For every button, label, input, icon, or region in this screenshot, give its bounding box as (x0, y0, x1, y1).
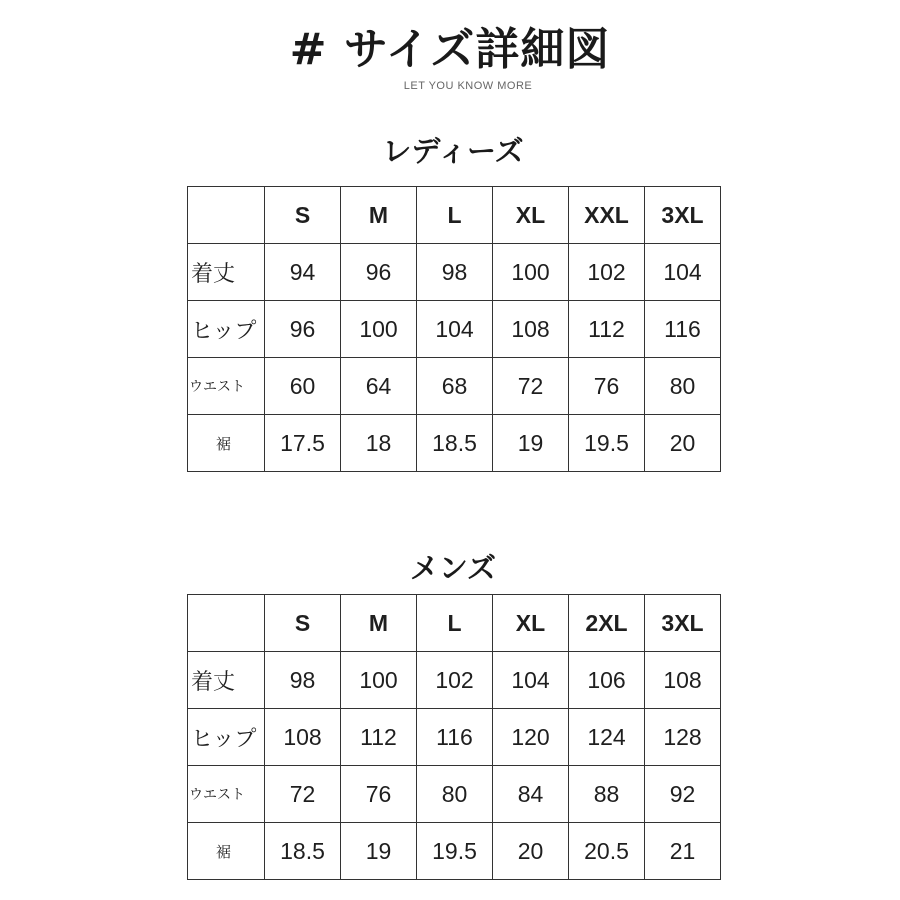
value-cell: 100 (341, 652, 417, 709)
table-header-row (188, 187, 721, 244)
value-cell: 19 (493, 415, 569, 472)
mens-size-table (187, 594, 721, 880)
value-cell: 17.5 (265, 415, 341, 472)
value-cell: 104 (645, 244, 721, 301)
value-cell: 112 (569, 301, 645, 358)
size-header-cell: 3XL (645, 187, 721, 244)
value-cell: 76 (569, 358, 645, 415)
value-cell: 84 (493, 766, 569, 823)
value-cell: 19.5 (569, 415, 645, 472)
table-row (188, 766, 721, 823)
table-row (188, 709, 721, 766)
size-header-cell: XXL (569, 187, 645, 244)
value-cell: 20 (493, 823, 569, 880)
size-header-cell: XL (493, 595, 569, 652)
size-header-cell: M (341, 595, 417, 652)
table-row (188, 301, 721, 358)
value-cell: 64 (341, 358, 417, 415)
table-row (188, 415, 721, 472)
row-label-waist: ウエスト (188, 766, 265, 823)
value-cell: 60 (265, 358, 341, 415)
size-header-cell: 3XL (645, 595, 721, 652)
row-label-hem: 裾 (188, 823, 265, 880)
value-cell: 104 (493, 652, 569, 709)
value-cell: 92 (645, 766, 721, 823)
page-title: # サイズ詳細図 (289, 24, 611, 75)
row-label-waist: ウエスト (188, 358, 265, 415)
value-cell: 72 (265, 766, 341, 823)
value-cell: 68 (417, 358, 493, 415)
mens-section-title: メンズ (409, 551, 497, 585)
value-cell: 80 (645, 358, 721, 415)
size-header-cell: S (265, 595, 341, 652)
value-cell: 18.5 (417, 415, 493, 472)
table-corner-cell (188, 187, 265, 244)
row-label-hip: ヒップ (188, 709, 265, 766)
value-cell: 108 (645, 652, 721, 709)
value-cell: 106 (569, 652, 645, 709)
value-cell: 128 (645, 709, 721, 766)
size-header-cell: S (265, 187, 341, 244)
size-header-cell: M (341, 187, 417, 244)
table-corner-cell (188, 595, 265, 652)
value-cell: 98 (417, 244, 493, 301)
value-cell: 96 (265, 301, 341, 358)
value-cell: 88 (569, 766, 645, 823)
value-cell: 112 (341, 709, 417, 766)
size-header-cell: 2XL (569, 595, 645, 652)
size-header-cell: XL (493, 187, 569, 244)
size-header-cell: L (417, 187, 493, 244)
value-cell: 102 (569, 244, 645, 301)
value-cell: 80 (417, 766, 493, 823)
value-cell: 116 (417, 709, 493, 766)
ladies-size-table (187, 186, 721, 472)
row-label-length: 着丈 (188, 652, 265, 709)
row-label-hem: 裾 (188, 415, 265, 472)
value-cell: 108 (265, 709, 341, 766)
value-cell: 20.5 (569, 823, 645, 880)
value-cell: 20 (645, 415, 721, 472)
ladies-section-title: レディーズ (382, 134, 524, 168)
table-header-row (188, 595, 721, 652)
value-cell: 19.5 (417, 823, 493, 880)
value-cell: 18.5 (265, 823, 341, 880)
page-subtitle: LET YOU KNOW MORE (403, 80, 533, 92)
value-cell: 108 (493, 301, 569, 358)
value-cell: 94 (265, 244, 341, 301)
table-row (188, 244, 721, 301)
row-label-hip: ヒップ (188, 301, 265, 358)
table-row (188, 652, 721, 709)
size-header-cell: L (417, 595, 493, 652)
value-cell: 18 (341, 415, 417, 472)
value-cell: 72 (493, 358, 569, 415)
value-cell: 76 (341, 766, 417, 823)
value-cell: 96 (341, 244, 417, 301)
row-label-length: 着丈 (188, 244, 265, 301)
value-cell: 104 (417, 301, 493, 358)
value-cell: 98 (265, 652, 341, 709)
table-row (188, 823, 721, 880)
value-cell: 102 (417, 652, 493, 709)
value-cell: 100 (493, 244, 569, 301)
value-cell: 124 (569, 709, 645, 766)
value-cell: 116 (645, 301, 721, 358)
value-cell: 21 (645, 823, 721, 880)
value-cell: 100 (341, 301, 417, 358)
value-cell: 19 (341, 823, 417, 880)
table-row (188, 358, 721, 415)
value-cell: 120 (493, 709, 569, 766)
